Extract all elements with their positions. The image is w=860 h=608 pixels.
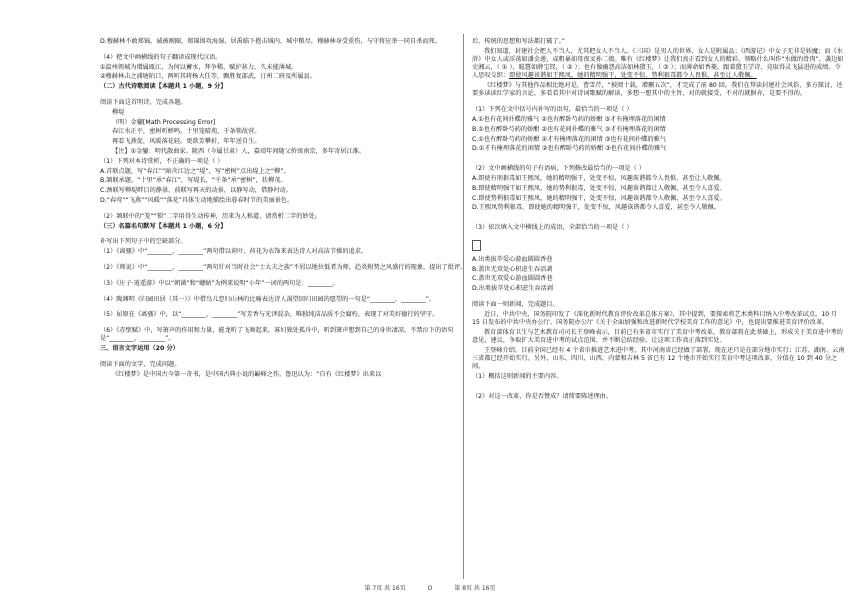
question-4-sentence-1: ①温州领城为增属瓯江，为何以蓄水，拜争稀，赋护甚力，久未能薄城。 bbox=[100, 63, 298, 71]
news-paragraph-3: 王登峰介绍，目前全国已经有 4 个省市推进艺术进中考，其中河南省已经做了部署，现在还只是在部分地市实行；江苏、湖南、云南三省都已经开始实行。另外，山东、四川、山西、内蒙和吉林 5 省已有 12 个地市开始实行美育中考这项改革，分值在 10 到 40 分之间。 bbox=[472, 346, 845, 371]
lang-q1-option-c: C.①也有醉卧芍药的娇酣 ②才有掩埋落花的闲情 ③也有花间扑蝶的雅气 bbox=[472, 135, 666, 143]
dictation-item-2: （2）《师说》中“________，________”两句针对当时社会“士大夫之族”不屑以地位低者为师，趋炎附势之风盛行的现象，提出了批评。 bbox=[100, 263, 467, 271]
poem-question-1: （1）下列对本诗赏析，不正确的一项是（ ） bbox=[100, 157, 224, 165]
lang-q3-option-c: C.盖世无双爱心游血圆圆香巷 bbox=[472, 275, 553, 283]
poem-intro: 阅读下面这首明诗，完成各题。 bbox=[100, 98, 187, 106]
news-question-2: （2）对这一改革，你是否赞成？请简要陈述理由。 bbox=[472, 392, 613, 400]
dictation-item-3: （3）《庄子·逍遥游》中以“朝菌”和“蟪蛄”为例来说明“小年”一词的两句是：________。 bbox=[100, 279, 339, 287]
dictation-intro: 补写出下列句子中的空缺部分。 bbox=[100, 238, 187, 246]
news-intro: 阅读下面一则新闻，完成题目。 bbox=[472, 300, 559, 308]
lang-q1-option-a: A.①也有花间扑蝶的雅气 ②也有醉卧芍药的娇酣 ③才有掩埋落花的闲情 bbox=[472, 116, 666, 123]
lang-q1-option-b: B.①也有醉卧芍药的娇酣 ②也有花间扑蝶的雅气 ③才有掩埋落花的闲情 bbox=[472, 125, 666, 133]
news-paragraph-1: 近日，中共中央、国务院印发了《深化新时代教育评价改革总体方案》，其中提到，要探索将艺术类科目纳入中考改革试点。10 月 15 日发布的中共中央办公厅、国务院办公厅《关于全面加强和改进新时代学校美育工作的意见》中，也提出要推进美育评价改革。 bbox=[472, 310, 838, 326]
news-question-1: （1）概括这则新闻的主要内容。 bbox=[472, 372, 563, 380]
section-language-heading: 三、语言文字运用（20 分） bbox=[100, 345, 179, 353]
lang-q2-option-c: C.即使势利狠毒如王熙凤，她的精明强干，处变不惊，风趣诙谐都令人敬佩，甚至令人喜爱。 bbox=[472, 194, 726, 202]
lang-question-1: （1）下列在文中括号内补写的语句，最恰当的一项是（ ） bbox=[472, 106, 633, 114]
poem-author: （明）金鑾[Math Processing Error] bbox=[112, 118, 216, 126]
poem-question-2: （2）颔联中的“笼”“锁”二字用得生动传神，历来为人称道，请赏析二字的妙处。 bbox=[100, 212, 321, 220]
right-page-column bbox=[472, 38, 846, 403]
poem-title: 柳堤 bbox=[112, 108, 125, 116]
lang-q3-option-b: B.盖世无双处心积虑生吞活剥 bbox=[472, 265, 553, 273]
reading-paragraph-1: 《红楼梦》是中国古今第一奇书，是中国古典小说的巅峰之作。鲁迅认为：“自有《红楼梦》出来以 bbox=[112, 370, 382, 378]
dictation-item-4: （4）陶渊明《归园田居（其一）》中借鸟儿恋归山林的比喻表达诗人渴望回归田园的愿望的一句是“________，________”。 bbox=[100, 295, 436, 303]
reading-paragraph-2: 我们知道，封建社会把人不当人，尤其把女人不当人。《三国》是男人的世界，女人是附属品；《西游记》中女子无非是妖魔；而《水浒》中女人或淫荡如潘金莲，或粗暴如母夜叉孙二娘。唯有《红楼梦》让我们真正看到女人的精彩，领略什么叫作“水做的骨肉”。袭边如史湘云，（ ① ），聪慧如薛宝钗，（ ② ）；也有像幽怨高洁如林黛玉，（ ③ ）；而薄命如香菱，跟着黛玉学诗，竟取得灵飞猛进的成绩。令人思叹交织：即使风趣该谐如王熙凤，她的精明强干、处变不惊、势利狠毒都令人畏惧，甚至让人敬佩。 bbox=[472, 47, 844, 80]
poem-note: 【注】①金鑾：明代散曲家。陇西（今属甘肃）人，嘉靖年间随父侨寓南京，多年寄居江淮。 bbox=[112, 147, 366, 155]
answer-box-row bbox=[472, 240, 846, 254]
poem-option-a: A.首联点题，写“春江”“暗含江边之“堤”，写“密树”点出堤上之“柳”。 bbox=[100, 167, 290, 175]
underlined-sentence: 即使风趣该谐如王熙凤，她的精明强干、处变不惊、势利狠毒都令人畏惧，甚至让人敬佩。 bbox=[509, 72, 757, 80]
lang-q2-option-d: D.王熙凤势利狠毒，即使她的精明强干，处变不惊，风趣诙谐都令人喜爱，甚至令人敬佩。 bbox=[472, 204, 721, 212]
answer-box bbox=[472, 240, 481, 251]
reading-intro: 阅读下面的文字，完成问题。 bbox=[100, 360, 181, 368]
dictation-item-1: （1）《离骚》中“________，________”两句借以荷叶、荷花为衣饰来表达诗人对高洁节操的追求。 bbox=[100, 248, 368, 256]
dictation-item-5: （5）屈原在《离骚》中，以“________，________”写芳香与光泽混杂，唯独纯洁品质不会腐朽，表现了对美好德行的坚守。 bbox=[100, 311, 439, 319]
reading-continued: 后，传统的思想和写法都打破了。” bbox=[472, 38, 565, 45]
page-divider bbox=[463, 34, 464, 579]
left-page-column bbox=[100, 38, 474, 381]
dictation-item-6: （6）《赤壁赋》中，写箫声的作用和力量，能龙听了飞舞起来，寡妇独处孤舟中，听到箫声想到自己的身世凄凉，不禁泣下的语句是“________，________”。 bbox=[100, 327, 454, 343]
news-paragraph-2: 教育部体育卫生与艺术教育司司长王登峰表示，目前已有多省市实行了美育中考改革，教育部将在此基础上，形成关于美育进中考的意见，建议，争取扩大美育进中考的试点范围，并不断总结经验，让这项工作真正落到实处。 bbox=[472, 328, 843, 344]
poem-option-b: B.颔联承题，“十里”承“春江”，写堤长，“千条”承“密树”，状柳茂。 bbox=[100, 177, 287, 185]
lang-q3-option-a: A.出类拔萃爱心游血圆圆香巷 bbox=[472, 255, 553, 263]
page-footer bbox=[0, 583, 860, 592]
lang-q1-option-d: D.①才有掩埋落花的闲情 ②也有醉卧芍药的娇酣 ③也有花间扑蝶的雅气 bbox=[472, 145, 667, 153]
poem-option-c: C.颈联写柳堤畔目的静景，前联写再天的动景，以静写动，借静衬动。 bbox=[100, 187, 292, 195]
footer-right-page-number: 第 8页 共 16页 bbox=[454, 585, 496, 592]
poem-option-d: D.“春莺”“飞燕”“风暖”“落花”具体生动地描绘出暮春时节的美丽景色。 bbox=[100, 196, 294, 204]
section-dictation-heading: （三）名篇名句默写【本题共 1 小题，6 分】 bbox=[100, 222, 227, 230]
section-poetry-heading: （二）古代诗歌阅读【本题共 1 小题，9 分】 bbox=[100, 83, 227, 91]
reading-paragraph-3: 《红楼梦》与其他作品相比绝对是，曹雪芹，“披阅十载，增删五次”，才完成了前 80 回。我们在拜读封建社会风俗，多方探讨，还要多读读红学家的言论，多看看其中对诗词歌赋的解读，多想一想其中的主旨，对的就接受，不对的就摒弃，是要不得的。 bbox=[472, 82, 843, 98]
lang-q2-option-b: B.即使精明强干如王熙凤，她的势利狠毒，处变不惊，风趣诙谐都让人敬佩，甚至令人喜爱。 bbox=[472, 184, 726, 192]
question-4: （4）把文中画横线的句子翻译成现代汉语。 bbox=[100, 53, 222, 61]
lang-question-3: （3）依次填入文中横线上的成语，全部恰当的一项是（ ） bbox=[472, 224, 633, 232]
option-d-text: D.穆赫林不敢郑锦，诚被刚圈，郑锦围攻海湿，居禹临下抱击城内，城中粮尽，穆赫林身受重伤，与守将应举一同自杀而死。 bbox=[100, 38, 441, 45]
question-4-sentence-2: ②穆赫林击之浦塘陌口，两听其将杨大任等，飘胜复部武，汀州二府及所属县。 bbox=[100, 73, 316, 81]
lang-question-2: （2）文中画横线的句子有语病，下列修改最恰当的一项是（ ） bbox=[472, 165, 645, 173]
lang-q3-option-d: D.出类拔萃处心积虑生吞活剥 bbox=[472, 285, 553, 293]
poem-line-1: 春江水正平，密树听蝉鸣。十里笼晴苑，千条锁故营。 bbox=[112, 128, 261, 136]
footer-left-page-number: 第 7页 共 16页 bbox=[364, 585, 406, 592]
poem-line-2: 再看飞燕促，风暖落花轻。更欲芳攀折，年年送自生。 bbox=[112, 138, 261, 146]
footer-center-mark: O bbox=[427, 585, 433, 592]
lang-q2-option-a: A.即使有刑狠毒如王熙凤，她的精明强干，处变不惊，风趣诙谐都令人畏惧，甚至让人敬佩。 bbox=[472, 174, 726, 182]
